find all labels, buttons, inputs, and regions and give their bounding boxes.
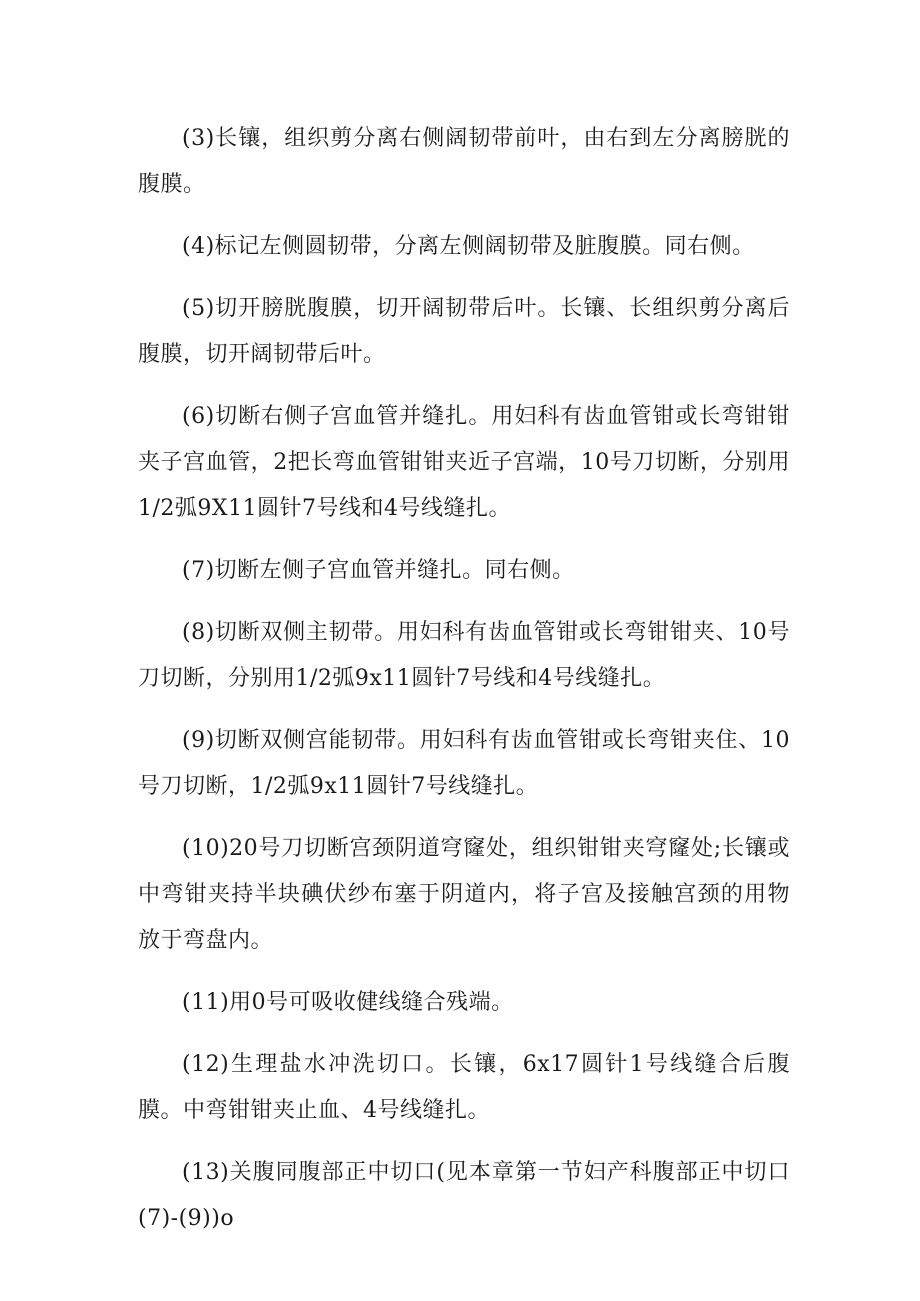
paragraph-step-6: (6)切断右侧子宫血管并缝扎。用妇科有齿血管钳或长弯钳钳夹子宫血管，2把长弯血管钳钳夹近子宫端，10号刀切断，分别用1/2弧9X11圆针7号线和4号线缝扎。 — [138, 404, 790, 521]
paragraph-step-3: (3)长镶，组织剪分离右侧阔韧带前叶，由右到左分离膀胱的腹膜。 — [138, 126, 790, 197]
paragraph-step-12: (12)生理盐水冲洗切口。长镶，6x17圆针1号线缝合后腹膜。中弯钳钳夹止血、4号线缝扎。 — [138, 1052, 790, 1123]
paragraph-step-5: (5)切开膀胱腹膜，切开阔韧带后叶。长镶、长组织剪分离后腹膜，切开阔韧带后叶。 — [138, 296, 790, 367]
paragraph-step-9: (9)切断双侧宫能韧带。用妇科有齿血管钳或长弯钳夹住、10号刀切断，1/2弧9x11圆针7号线缝扎。 — [138, 728, 790, 799]
paragraph-step-7: (7)切断左侧子宫血管并缝扎。同右侧。 — [182, 558, 575, 583]
paragraph-step-11: (11)用0号可吸收健线缝合残端。 — [182, 990, 514, 1015]
paragraph-step-13: (13)关腹同腹部正中切口(见本章第一节妇产科腹部正中切口(7)-(9))o — [138, 1160, 790, 1231]
paragraph-step-8: (8)切断双侧主韧带。用妇科有齿血管钳或长弯钳钳夹、10号刀切断，分别用1/2弧9x11圆针7号线和4号线缝扎。 — [138, 620, 790, 691]
paragraph-step-10: (10)20号刀切断宫颈阴道穹窿处，组织钳钳夹穹窿处;长镶或中弯钳夹持半块碘伏纱布塞于阴道内，将子宫及接触宫颈的用物放于弯盘内。 — [138, 836, 790, 953]
paragraph-step-4: (4)标记左侧圆韧带，分离左侧阔韧带及脏腹膜。同右侧。 — [182, 234, 755, 259]
